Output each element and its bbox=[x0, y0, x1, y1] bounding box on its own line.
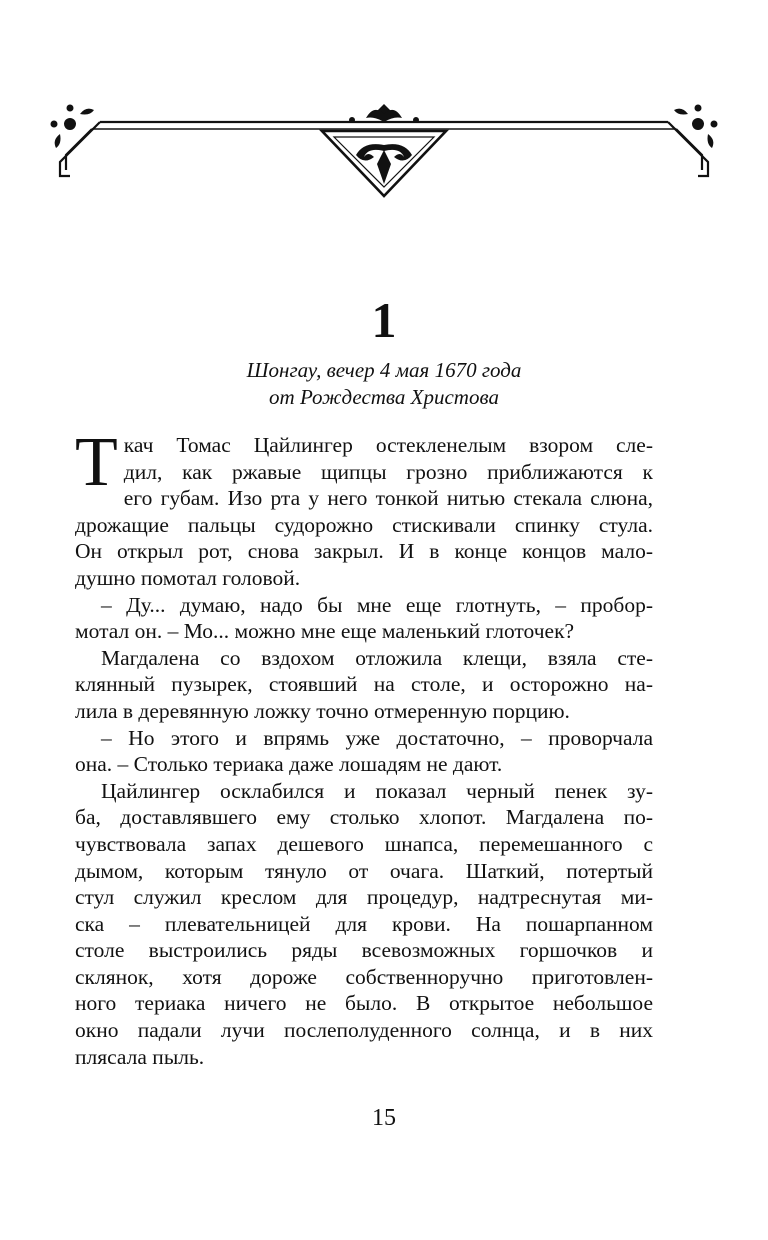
paragraph bbox=[75, 645, 653, 725]
chapter-number: 1 bbox=[371, 292, 397, 348]
text-line: ба, доставлявшего ему столько хлопот. Магдалена по- bbox=[75, 805, 653, 830]
text-line: ного териака ничего не было. В открытое небольшое bbox=[75, 991, 653, 1016]
text-line: окно падали лучи послеполуденного солнца, и в них bbox=[75, 1018, 653, 1043]
text-line: – Но этого и впрямь уже достаточно, – проворчала bbox=[101, 725, 653, 750]
subtitle-line: от Рождества Христова bbox=[269, 385, 499, 409]
text-line: дрожащие пальцы судорожно стискивали спинку стула. bbox=[75, 512, 653, 537]
drop-cap: Т bbox=[75, 424, 118, 501]
text-line: Он открыл рот, снова закрыл. И в конце концов мало- bbox=[75, 539, 653, 564]
text-line: столе выстроились ряды всевозможных горшочков и bbox=[75, 938, 653, 963]
text-line: склянок, хотя дороже собственноручно приготовлен- bbox=[75, 964, 653, 989]
paragraph bbox=[75, 725, 653, 778]
text-line: она. – Столько териака даже лошадям не дают. bbox=[75, 752, 503, 777]
text-line: ска – плевательницей для крови. На пошарпанном bbox=[75, 911, 653, 936]
text-line: лила в деревянную ложку точно отмеренную порцию. bbox=[75, 698, 570, 723]
paragraph bbox=[75, 778, 653, 1071]
text-line: клянный пузырек, стоявший на столе, и осторожно на- bbox=[75, 672, 653, 697]
text-line: стул служил креслом для процедур, надтреснутая ми- bbox=[75, 885, 653, 910]
text-line: плясала пыль. bbox=[75, 1044, 205, 1069]
text-line: душно помотал головой. bbox=[75, 565, 301, 590]
subtitle-line: Шонгау, вечер 4 мая 1670 года bbox=[246, 358, 522, 382]
text-line: дил, как ржавые щипцы грозно приближаются к bbox=[123, 459, 653, 484]
chapter-subtitle bbox=[0, 357, 768, 411]
paragraph bbox=[75, 592, 653, 645]
body-text bbox=[75, 424, 653, 1070]
text-line: мотал он. – Мо... можно мне еще маленький глоточек? bbox=[75, 619, 575, 644]
paragraph bbox=[75, 424, 653, 592]
text-line: его губам. Изо рта у него тонкой нитью стекала слюна, bbox=[123, 486, 653, 511]
text-line: чувствовала запах дешевого шнапса, перемешанного с bbox=[75, 831, 653, 856]
text-line: Цайлингер осклабился и показал черный пенек зу- bbox=[101, 778, 653, 803]
text-line: – Ду... думаю, надо бы мне еще глотнуть, – пробор- bbox=[101, 592, 653, 617]
text-line: Магдалена со вздохом отложила клещи, взяла сте- bbox=[101, 645, 653, 670]
page-number: 15 bbox=[372, 1105, 396, 1131]
text-line: кач Томас Цайлингер остекленелым взором сле- bbox=[123, 433, 653, 457]
text-line: дымом, которым тянуло от очага. Шаткий, потертый bbox=[75, 858, 653, 883]
chapter-header-ornament bbox=[0, 0, 768, 220]
